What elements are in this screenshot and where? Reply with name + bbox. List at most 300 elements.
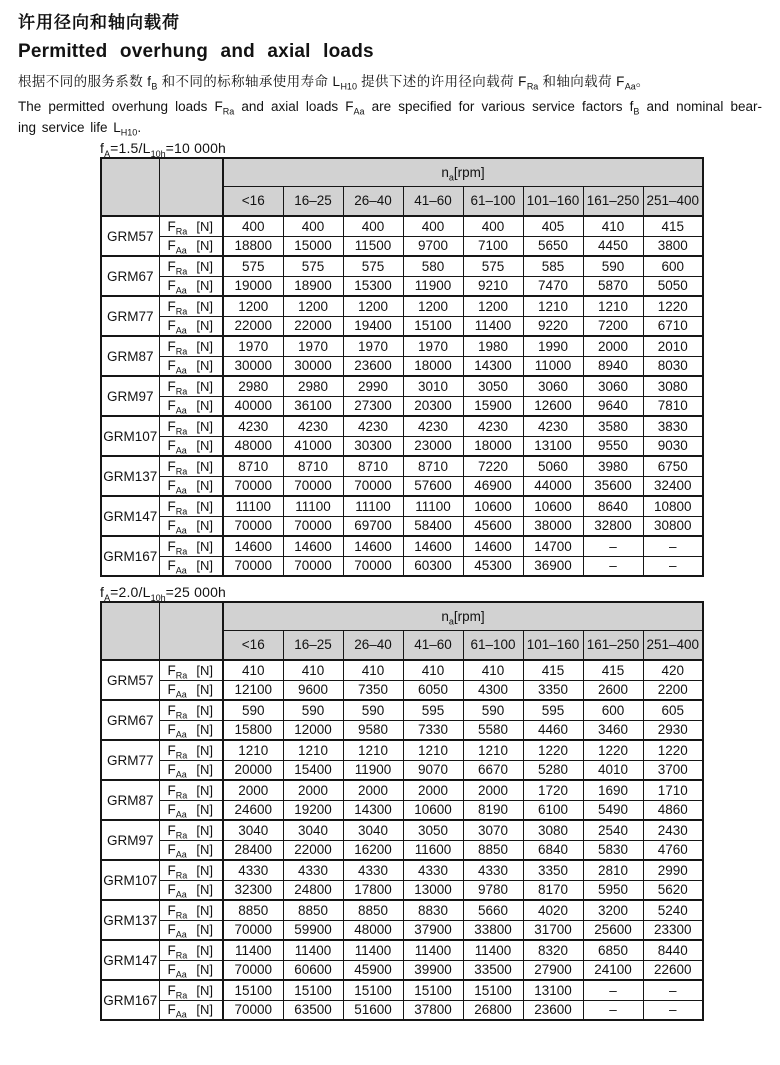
value-cell: 575: [283, 256, 343, 276]
value-cell: 2430: [643, 820, 703, 840]
unit-label: [N]: [196, 662, 213, 678]
value-cell: 14600: [283, 536, 343, 556]
unit-label: [N]: [196, 478, 213, 494]
value-cell: 22000: [283, 316, 343, 336]
value-cell: 1220: [643, 296, 703, 316]
value-cell: 600: [643, 256, 703, 276]
value-cell: 32800: [583, 516, 643, 536]
value-cell: 51600: [343, 1000, 403, 1020]
table-row: [101, 1000, 703, 1020]
value-cell: 5870: [583, 276, 643, 296]
value-cell: 18000: [403, 356, 463, 376]
value-cell: 5240: [643, 900, 703, 920]
value-cell: 11100: [343, 496, 403, 516]
model-cell: GRM167: [101, 980, 159, 1020]
value-cell: 1970: [223, 336, 283, 356]
intro-paragraph-english-line2: ing service life $L_{H10}$.: [18, 120, 142, 138]
value-cell: 3060: [583, 376, 643, 396]
value-cell: 14600: [463, 536, 523, 556]
value-cell: 8710: [283, 456, 343, 476]
unit-label: [N]: [196, 702, 213, 718]
value-cell: 30800: [643, 516, 703, 536]
load-type-label: $F_{Aa}$ [N]: [167, 802, 213, 820]
value-cell: 4330: [403, 860, 463, 880]
load-type-label: $F_{Aa}$ [N]: [167, 962, 213, 980]
value-cell: 14300: [463, 356, 523, 376]
model-cell: GRM107: [101, 860, 159, 900]
value-cell: 14600: [403, 536, 463, 556]
value-cell: 14700: [523, 536, 583, 556]
unit-label: [N]: [196, 902, 213, 918]
value-cell: 1970: [343, 336, 403, 356]
table-row: [101, 820, 703, 840]
value-cell: 9700: [403, 236, 463, 256]
value-cell: 410: [283, 660, 343, 680]
value-cell: 3080: [643, 376, 703, 396]
value-cell: 15100: [223, 980, 283, 1000]
speed-header-cell: 61–100: [463, 630, 523, 660]
value-cell: 1690: [583, 780, 643, 800]
value-cell: 6100: [523, 800, 583, 820]
value-cell: 410: [223, 660, 283, 680]
model-cell: GRM167: [101, 536, 159, 576]
load-type-cell: [159, 900, 223, 920]
load-type-label: $F_{Ra}$ [N]: [167, 822, 213, 840]
value-cell: 4230: [223, 416, 283, 436]
value-cell: 9220: [523, 316, 583, 336]
load-type-label: $F_{Aa}$ [N]: [167, 238, 213, 256]
value-cell: 400: [343, 216, 403, 236]
value-cell: 410: [463, 660, 523, 680]
intro-paragraph-chinese: 根据不同的服务系数 $f_B$ 和不同的标称轴承使用寿命 $L_{H10}$ 提供下述的许用径向载荷 $F_{Ra}$ 和轴向载荷 $F_{Aa}$。: [18, 74, 650, 92]
value-cell: 4230: [283, 416, 343, 436]
value-cell: 590: [343, 700, 403, 720]
unit-label: [N]: [196, 498, 213, 514]
unit-label: [N]: [196, 862, 213, 878]
value-cell: 2010: [643, 336, 703, 356]
value-cell: 4330: [223, 860, 283, 880]
load-type-cell: [159, 536, 223, 556]
value-cell: 31700: [523, 920, 583, 940]
value-cell: 8850: [223, 900, 283, 920]
value-cell: 8440: [643, 940, 703, 960]
value-cell: 8030: [643, 356, 703, 376]
load-type-label: $F_{Ra}$ [N]: [167, 782, 213, 800]
load-type-cell: [159, 296, 223, 316]
load-type-label: $F_{Ra}$ [N]: [167, 258, 213, 276]
unit-label: [N]: [196, 298, 213, 314]
value-cell: 45900: [343, 960, 403, 980]
unit-label: [N]: [196, 882, 213, 898]
unit-label: [N]: [196, 278, 213, 294]
value-cell: 4860: [643, 800, 703, 820]
value-cell: 5060: [523, 456, 583, 476]
value-cell: 5650: [523, 236, 583, 256]
value-cell: 1220: [523, 740, 583, 760]
value-cell: 23600: [343, 356, 403, 376]
load-type-cell: [159, 416, 223, 436]
load-type-cell: [159, 236, 223, 256]
value-cell: 30000: [223, 356, 283, 376]
value-cell: 9070: [403, 760, 463, 780]
value-cell: 14300: [343, 800, 403, 820]
table-row: [101, 760, 703, 780]
value-cell: 60300: [403, 556, 463, 576]
value-cell: 4010: [583, 760, 643, 780]
value-cell: 1210: [223, 740, 283, 760]
value-cell: 7810: [643, 396, 703, 416]
corner-model-cell: [101, 602, 159, 660]
value-cell: 3040: [223, 820, 283, 840]
load-type-label: $F_{Aa}$ [N]: [167, 722, 213, 740]
speed-header-cell: 251–400: [643, 186, 703, 216]
table-row: [101, 336, 703, 356]
value-cell: 41000: [283, 436, 343, 456]
value-cell: 10600: [523, 496, 583, 516]
load-type-cell: [159, 700, 223, 720]
value-cell: 15100: [283, 980, 343, 1000]
value-cell: 70000: [343, 476, 403, 496]
value-cell: 70000: [283, 556, 343, 576]
speed-header-cell: <16: [223, 630, 283, 660]
value-cell: 12000: [283, 720, 343, 740]
load-type-label: $F_{Ra}$ [N]: [167, 458, 213, 476]
table-row: [101, 780, 703, 800]
load-type-cell: [159, 820, 223, 840]
value-cell: 1710: [643, 780, 703, 800]
value-cell: 70000: [223, 920, 283, 940]
value-cell: 18900: [283, 276, 343, 296]
value-cell: 7100: [463, 236, 523, 256]
value-cell: 5050: [643, 276, 703, 296]
value-cell: 6850: [583, 940, 643, 960]
value-cell: 2000: [583, 336, 643, 356]
load-type-cell: [159, 456, 223, 476]
value-cell: 400: [223, 216, 283, 236]
value-cell: 2980: [283, 376, 343, 396]
value-cell: 44000: [523, 476, 583, 496]
value-cell: 3980: [583, 456, 643, 476]
value-cell: 580: [403, 256, 463, 276]
value-cell: 36900: [523, 556, 583, 576]
value-cell: 1210: [523, 296, 583, 316]
value-cell: 9550: [583, 436, 643, 456]
table-row: [101, 940, 703, 960]
value-cell: 11400: [463, 940, 523, 960]
value-cell: 590: [463, 700, 523, 720]
value-cell: 11900: [343, 760, 403, 780]
table-row: [101, 376, 703, 396]
value-cell: 5660: [463, 900, 523, 920]
value-cell: 26800: [463, 1000, 523, 1020]
value-cell: 11400: [463, 316, 523, 336]
table-row: [101, 900, 703, 920]
value-cell: 5830: [583, 840, 643, 860]
value-cell: –: [643, 1000, 703, 1020]
load-type-label: $F_{Ra}$ [N]: [167, 862, 213, 880]
value-cell: 5280: [523, 760, 583, 780]
table-row: [101, 800, 703, 820]
table-row: [101, 216, 703, 236]
value-cell: 12100: [223, 680, 283, 700]
value-cell: 400: [403, 216, 463, 236]
value-cell: 600: [583, 700, 643, 720]
value-cell: 37900: [403, 920, 463, 940]
value-cell: 2990: [343, 376, 403, 396]
value-cell: 23600: [523, 1000, 583, 1020]
value-cell: 3350: [523, 680, 583, 700]
value-cell: 4760: [643, 840, 703, 860]
value-cell: 15900: [463, 396, 523, 416]
value-cell: 70000: [343, 556, 403, 576]
value-cell: 1210: [403, 740, 463, 760]
value-cell: –: [583, 556, 643, 576]
load-type-label: $F_{Aa}$ [N]: [167, 518, 213, 536]
value-cell: 4460: [523, 720, 583, 740]
table2-caption: $f_A=2.0/L_{10h}=25$ 000h: [100, 584, 227, 603]
value-cell: 1980: [463, 336, 523, 356]
value-cell: 11400: [223, 940, 283, 960]
value-cell: 415: [643, 216, 703, 236]
value-cell: 70000: [223, 476, 283, 496]
value-cell: 17800: [343, 880, 403, 900]
value-cell: 1210: [283, 740, 343, 760]
table-row: [101, 700, 703, 720]
value-cell: 30300: [343, 436, 403, 456]
value-cell: 7200: [583, 316, 643, 336]
load-type-label: $F_{Aa}$ [N]: [167, 478, 213, 496]
value-cell: 36100: [283, 396, 343, 416]
speed-header-cell: 161–250: [583, 186, 643, 216]
load-type-label: $F_{Aa}$ [N]: [167, 278, 213, 296]
load-type-cell: [159, 216, 223, 236]
na-rpm-header: $n_a[rpm]$: [223, 158, 703, 186]
value-cell: 9030: [643, 436, 703, 456]
value-cell: 4230: [403, 416, 463, 436]
value-cell: 5580: [463, 720, 523, 740]
na-rpm-header: $n_a[rpm]$: [223, 602, 703, 630]
load-type-cell: [159, 920, 223, 940]
value-cell: 590: [583, 256, 643, 276]
load-type-cell: [159, 1000, 223, 1020]
unit-label: [N]: [196, 358, 213, 374]
value-cell: 595: [523, 700, 583, 720]
value-cell: 3830: [643, 416, 703, 436]
value-cell: 3460: [583, 720, 643, 740]
table-row: [101, 256, 703, 276]
value-cell: 415: [583, 660, 643, 680]
model-cell: GRM87: [101, 780, 159, 820]
value-cell: 3050: [403, 820, 463, 840]
value-cell: 8850: [463, 840, 523, 860]
value-cell: 420: [643, 660, 703, 680]
corner-label-cell: [159, 158, 223, 216]
load-type-cell: [159, 396, 223, 416]
value-cell: 3070: [463, 820, 523, 840]
value-cell: 24600: [223, 800, 283, 820]
value-cell: 22000: [223, 316, 283, 336]
unit-label: [N]: [196, 338, 213, 354]
value-cell: –: [583, 980, 643, 1000]
load-type-cell: [159, 660, 223, 680]
value-cell: 11000: [523, 356, 583, 376]
value-cell: 2000: [403, 780, 463, 800]
model-cell: GRM97: [101, 820, 159, 860]
value-cell: 11100: [223, 496, 283, 516]
model-cell: GRM147: [101, 940, 159, 980]
value-cell: 8640: [583, 496, 643, 516]
load-type-label: $F_{Ra}$ [N]: [167, 662, 213, 680]
value-cell: 4330: [463, 860, 523, 880]
load-type-cell: [159, 256, 223, 276]
load-type-label: $F_{Ra}$ [N]: [167, 298, 213, 316]
load-type-label: $F_{Aa}$ [N]: [167, 922, 213, 940]
value-cell: 2930: [643, 720, 703, 740]
value-cell: 575: [223, 256, 283, 276]
value-cell: 70000: [283, 516, 343, 536]
model-cell: GRM137: [101, 456, 159, 496]
value-cell: 9210: [463, 276, 523, 296]
value-cell: 24800: [283, 880, 343, 900]
table-row: [101, 296, 703, 316]
unit-label: [N]: [196, 1002, 213, 1018]
value-cell: 48000: [223, 436, 283, 456]
value-cell: 11100: [283, 496, 343, 516]
value-cell: 9600: [283, 680, 343, 700]
unit-label: [N]: [196, 518, 213, 534]
load-type-label: $F_{Ra}$ [N]: [167, 218, 213, 236]
value-cell: 33800: [463, 920, 523, 940]
load-type-label: $F_{Aa}$ [N]: [167, 682, 213, 700]
value-cell: 19200: [283, 800, 343, 820]
value-cell: 590: [283, 700, 343, 720]
value-cell: 15400: [283, 760, 343, 780]
value-cell: 70000: [223, 516, 283, 536]
load-type-label: $F_{Aa}$ [N]: [167, 1002, 213, 1020]
value-cell: 8170: [523, 880, 583, 900]
unit-label: [N]: [196, 438, 213, 454]
value-cell: 63500: [283, 1000, 343, 1020]
corner-label-cell: [159, 602, 223, 660]
table-row: [101, 416, 703, 436]
value-cell: 1200: [343, 296, 403, 316]
value-cell: 20300: [403, 396, 463, 416]
value-cell: –: [643, 980, 703, 1000]
value-cell: 9640: [583, 396, 643, 416]
value-cell: 70000: [283, 476, 343, 496]
value-cell: 2000: [223, 780, 283, 800]
value-cell: 2600: [583, 680, 643, 700]
value-cell: 3060: [523, 376, 583, 396]
value-cell: 8940: [583, 356, 643, 376]
load-type-cell: [159, 940, 223, 960]
load-type-cell: [159, 840, 223, 860]
value-cell: 11400: [403, 940, 463, 960]
load-type-cell: [159, 316, 223, 336]
value-cell: 4450: [583, 236, 643, 256]
value-cell: 15000: [283, 236, 343, 256]
load-type-cell: [159, 436, 223, 456]
load-type-cell: [159, 276, 223, 296]
value-cell: 28400: [223, 840, 283, 860]
load-type-cell: [159, 880, 223, 900]
load-type-label: $F_{Ra}$ [N]: [167, 942, 213, 960]
load-type-cell: [159, 860, 223, 880]
value-cell: 1200: [403, 296, 463, 316]
value-cell: 57600: [403, 476, 463, 496]
value-cell: 1220: [583, 740, 643, 760]
value-cell: –: [643, 556, 703, 576]
value-cell: 8320: [523, 940, 583, 960]
value-cell: 15100: [403, 980, 463, 1000]
load-type-cell: [159, 960, 223, 980]
table-row: [101, 660, 703, 680]
unit-label: [N]: [196, 922, 213, 938]
value-cell: 8190: [463, 800, 523, 820]
value-cell: 70000: [223, 556, 283, 576]
value-cell: 4230: [463, 416, 523, 436]
value-cell: 59900: [283, 920, 343, 940]
value-cell: 590: [223, 700, 283, 720]
value-cell: 4300: [463, 680, 523, 700]
value-cell: 2540: [583, 820, 643, 840]
value-cell: 3040: [343, 820, 403, 840]
value-cell: 58400: [403, 516, 463, 536]
value-cell: 3200: [583, 900, 643, 920]
value-cell: 1210: [463, 740, 523, 760]
page-title-chinese: 许用径向和轴向载荷: [18, 13, 180, 32]
speed-header-cell: 41–60: [403, 186, 463, 216]
value-cell: 40000: [223, 396, 283, 416]
value-cell: 3580: [583, 416, 643, 436]
value-cell: –: [583, 1000, 643, 1020]
table-row: [101, 720, 703, 740]
value-cell: 11400: [343, 940, 403, 960]
value-cell: 45300: [463, 556, 523, 576]
model-cell: GRM77: [101, 296, 159, 336]
table-row: [101, 680, 703, 700]
value-cell: 3080: [523, 820, 583, 840]
value-cell: 8830: [403, 900, 463, 920]
table-row: [101, 276, 703, 296]
load-type-cell: [159, 680, 223, 700]
value-cell: 15100: [343, 980, 403, 1000]
value-cell: 5620: [643, 880, 703, 900]
load-type-label: $F_{Ra}$ [N]: [167, 702, 213, 720]
value-cell: 1970: [403, 336, 463, 356]
corner-model-cell: [101, 158, 159, 216]
value-cell: 595: [403, 700, 463, 720]
load-type-label: $F_{Ra}$ [N]: [167, 538, 213, 556]
value-cell: 575: [343, 256, 403, 276]
table-row: [101, 436, 703, 456]
value-cell: 13000: [403, 880, 463, 900]
value-cell: 1220: [643, 740, 703, 760]
value-cell: 23000: [403, 436, 463, 456]
value-cell: 2980: [223, 376, 283, 396]
load-type-label: $F_{Aa}$ [N]: [167, 762, 213, 780]
value-cell: 9780: [463, 880, 523, 900]
value-cell: 3050: [463, 376, 523, 396]
value-cell: 2000: [283, 780, 343, 800]
value-cell: 1210: [343, 740, 403, 760]
value-cell: 10600: [463, 496, 523, 516]
value-cell: 5490: [583, 800, 643, 820]
model-cell: GRM77: [101, 740, 159, 780]
value-cell: 4230: [343, 416, 403, 436]
speed-header-cell: 26–40: [343, 186, 403, 216]
speed-header-cell: 61–100: [463, 186, 523, 216]
